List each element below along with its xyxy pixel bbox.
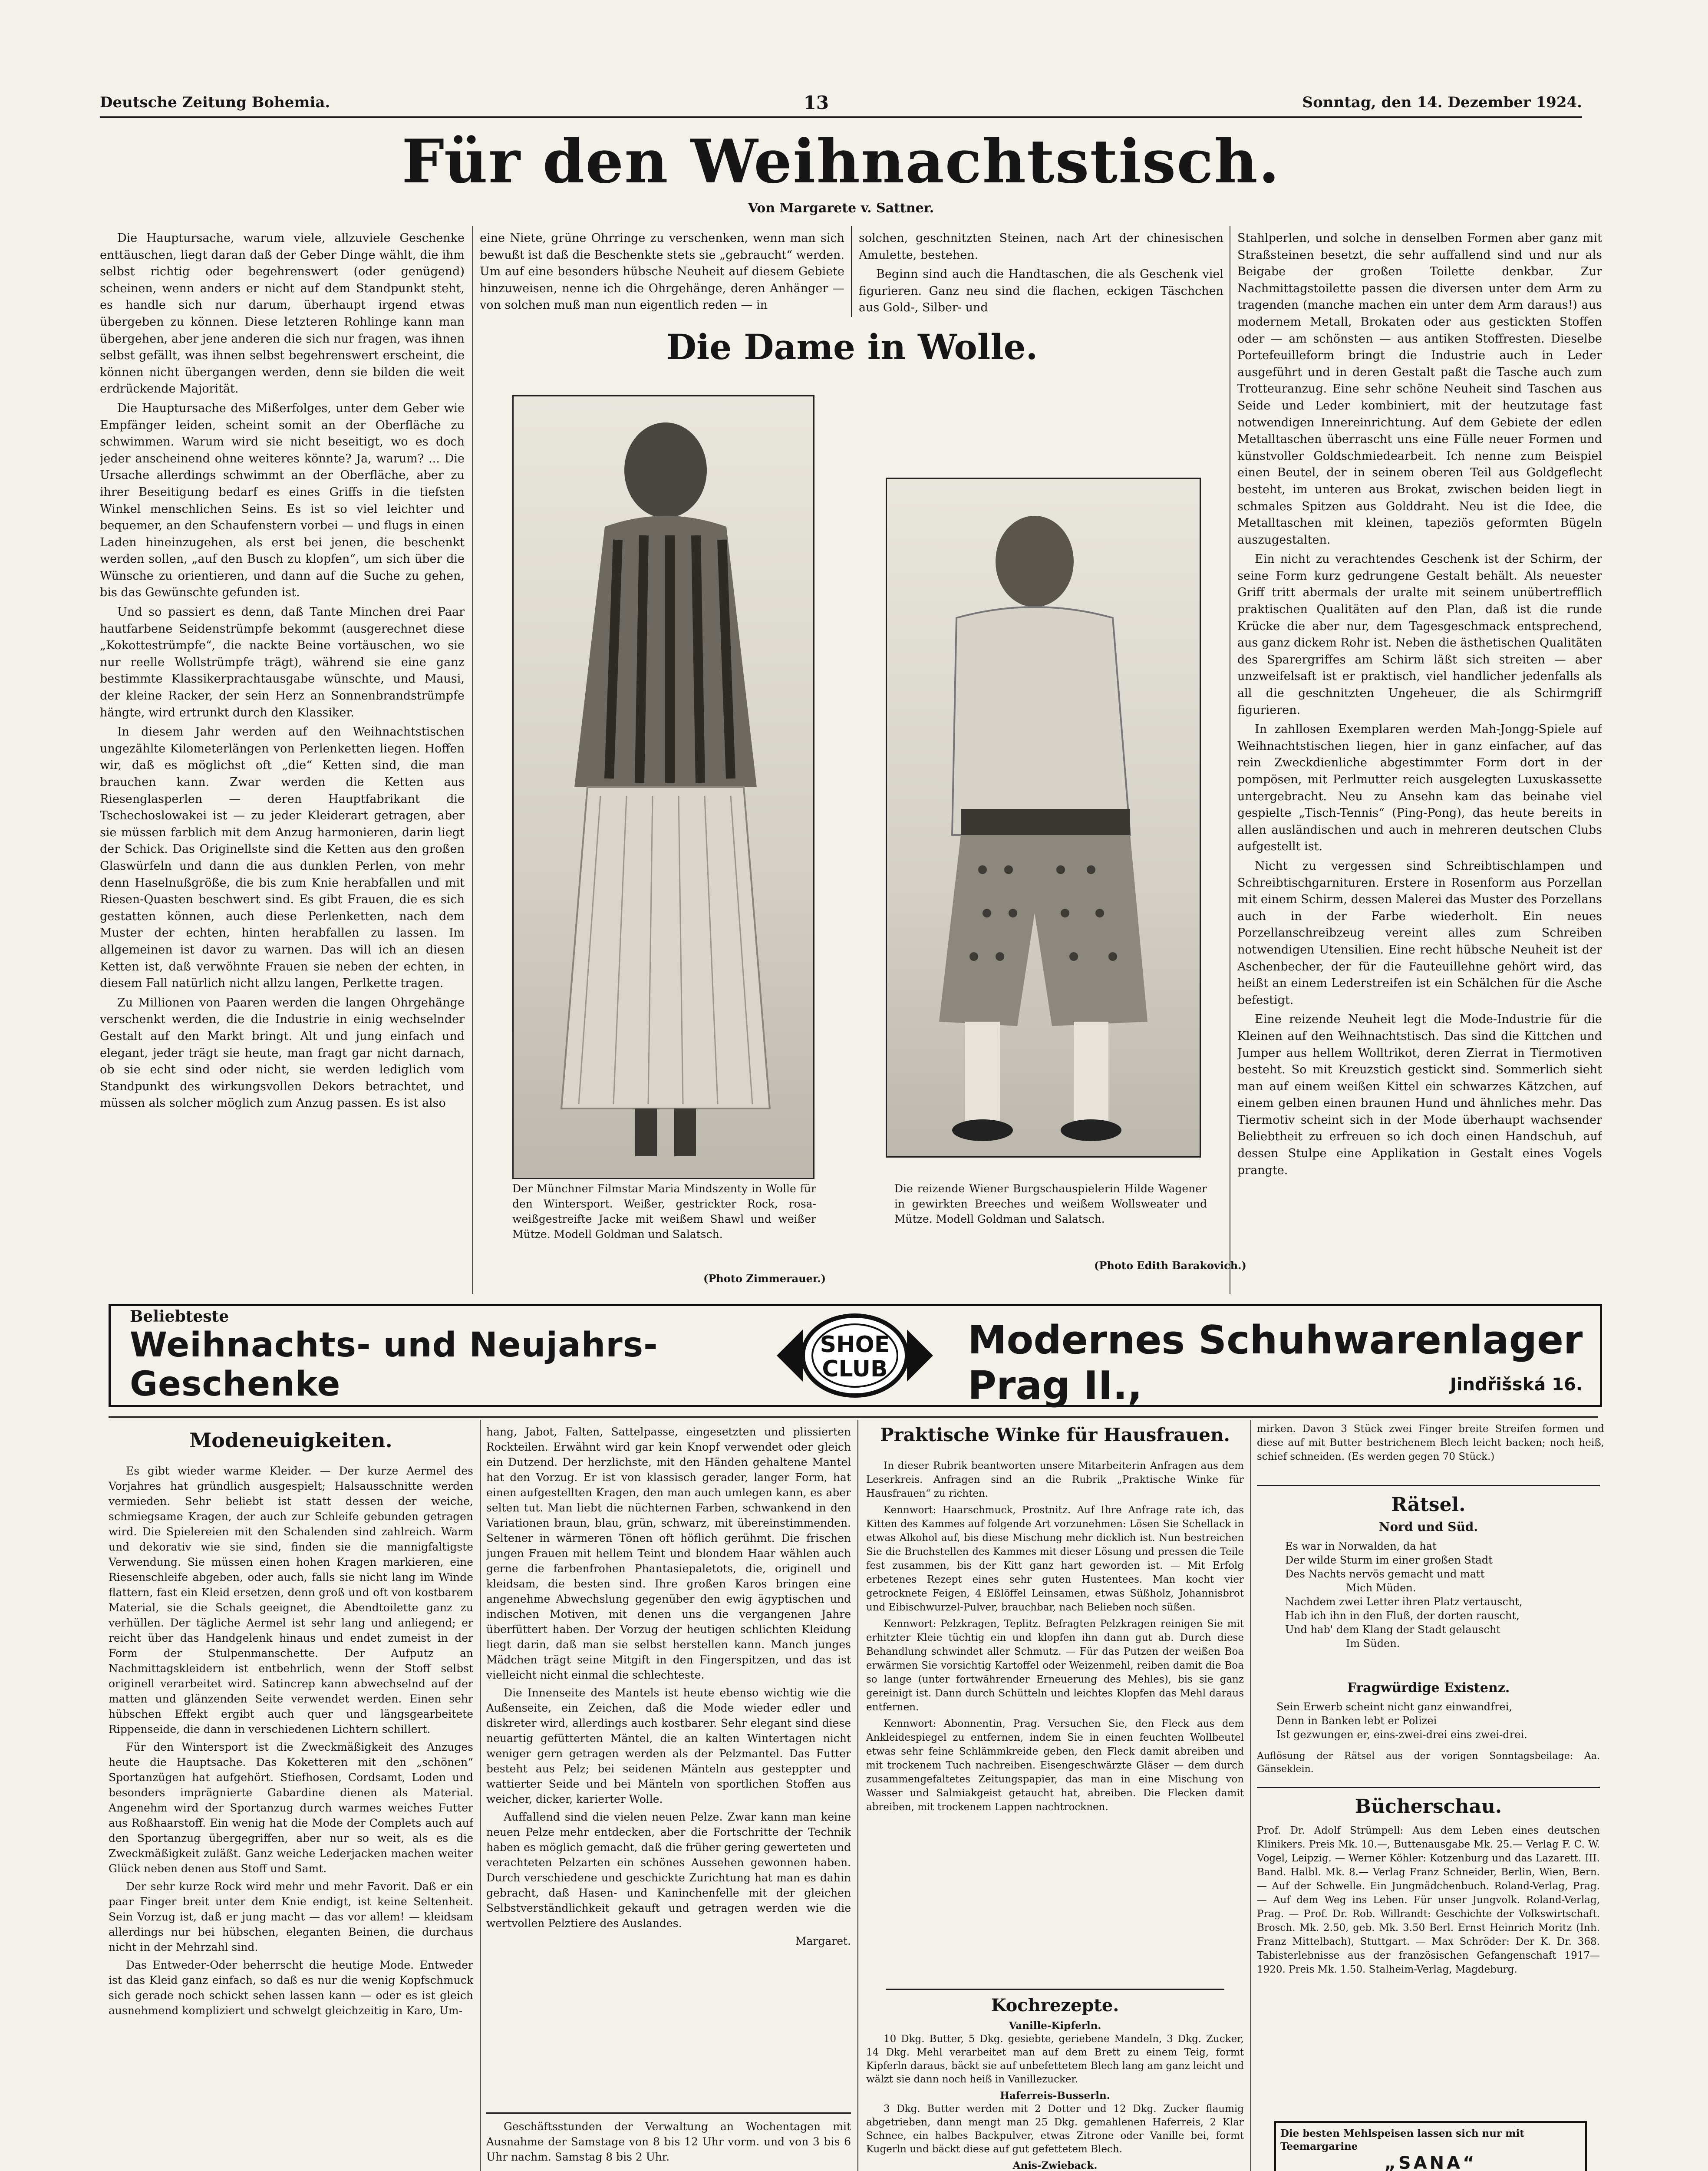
newspaper-name: Deutsche Zeitung Bohemia.: [100, 94, 330, 111]
feature-title: Für den Weihnachtstisch.: [402, 126, 1280, 197]
paragraph: Beginn sind auch die Handtaschen, die als Geschenk viel figurieren. Ganz neu sind die flachen, eckigen Täschchen aus Gold-, Silber- und: [859, 267, 1223, 315]
paragraph: Es gibt wieder warme Kleider. — Der kurze Aermel des Vorjahres hat gründlich ausgespielt; Halsausschnitte werden vermieden. Sehr beliebt ist statt dessen der weiche, schmiegsame Kragen, der auch zur Schleife gebunden getragen wird. Die Spielereien mit den Schalenden sind zahlreich. Warm und dekorativ wie sie sind, finden sie die mannigfaltigste Verwendung. Sie müssen einen hohen Kragen markieren, eine Riesenschleife abgeben, oder auch, falls sie nicht lang im Winde flattern, fast ein Kleid ersetzen, denn groß und oft von kostbarem Material, sie die Schals geeignet, die Abendtoilette ganz zu verhüllen. Der tägliche Aermel ist sehr lang und anliegend; er reicht über das Handgelenk hinaus und endet zumeist in der Form der Stulpenmanschette. Der Aufputz an Nachmittagskleidern ist entbehrlich, wenn der Stoff selbst originell verarbeitet wird. Satincrep kann abwechselnd auf der matten und glänzenden Seite verwendet werden. Einen sehr hübschen Effekt ergibt auch quer und längsgearbeitete Rippenseide, die dann in verschiedenen Lichtern schillert.: [109, 1465, 473, 1735]
recipe-name: Vanille-Kipferln.: [1009, 2020, 1101, 2032]
poem-line: Sein Erwerb scheint nicht ganz einwandfrei,: [1276, 1701, 1513, 1713]
figure-silhouette-icon: [887, 479, 1200, 1156]
shoe-club-logo-icon: [772, 1312, 937, 1399]
paragraph: Prof. Dr. Adolf Strümpell: Aus dem Leben eines deutschen Klinikers. Preis Mk. 10.—, Buttenausgabe Mk. 25.— Verlag F. C. W. Vogel, Leipzig. — Werner Köhler: Kotzenburg und das Lazarett. III. Band. Halbl. Mk. 8.— Verlag Franz Schneider, Berlin, Wien, Bern. — Auf der Schwelle. Ein Jungmädchenbuch. Roland-Verlag, Prag. — Auf dem Weg ins Leben. Für unser Jungvolk. Roland-Verlag, Prag. — Prof. Dr. Rob. Willrandt: Geschichte der Volkswirtschaft. Brosch. Mk. 2.50, geb. Mk. 3.50 Berl. Ernst Heinrich Moritz (Inh. Franz Mittelbach), Stuttgart. — Max Schröder: Der K. Dr. 368. Tabisterlebnisse aus der französischen Gefangenschaft 1917—1920. Preis Mk. 1.50. Stalheim-Verlag, Magdeburg.: [1257, 1825, 1600, 1975]
photo1-caption: Der Münchner Filmstar Maria Mindszenty in Wolle für den Wintersport. Weißer, gestrickter Rock, rosa-weißgestreifte Jacke mit weißem Shawl und weißer Mütze. Modell Goldman und Salatsch.: [512, 1182, 816, 1241]
ad-left-headline: Weihnachts- und Neujahrs-Geschenke: [130, 1326, 658, 1404]
poem-line: Hab ich ihn in den Fluß, der dorten rauscht,: [1285, 1610, 1520, 1622]
column-rule: [480, 1420, 481, 2171]
photo1-credit: (Photo Zimmerauer.): [703, 1272, 826, 1285]
poem-line: Des Nachts nervös gemacht und matt: [1285, 1568, 1485, 1580]
buecherschau-list: [1257, 1824, 1600, 2110]
feature-column-2: [480, 230, 844, 321]
paragraph: Eine reizende Neuheit legt die Mode-Industrie für die Kleinen auf den Weihnachtstisch. Das sind die Kittchen und Jumper aus hellem Wolltrikot, deren Zierrat in Tiermotiven besteht. So mit Kreuzstich gestickt sind. Sommerlich sieht man auf einem weißen Kittel ein schwarzes Kätzchen, auf einem gelben einen braunen Hund und ähnliches mehr. Das Tiermotiv scheint sich in der Mode überhaupt wachsender Beliebtheit zu erfreuen so ich doch einen Handschuh, auf dessen Stulpe eine Applikation in Gestalt eines Vogels prangte.: [1237, 1013, 1602, 1177]
mode-column-b: [486, 1424, 851, 2102]
paragraph: Nicht zu vergessen sind Schreibtischlampen und Schreibtischgarnituren. Erstere in Rosenform aus Porzellan mit einem Schirm, dessen Malerei das Muster des Porzellans auch in der Farbe wiederholt. Ein neues Porzellanschreibzeug vereint alles zum Schreiben notwendigen Utensilien. Eine recht hübsche Neuheit ist der Aschenbecher, der für die Fauteuillehne gehört wird, das heißt an einem Lederstreifen ist ein Schälchen für die Asche befestigt.: [1237, 859, 1602, 1007]
paragraph: mirken. Davon 3 Stück zwei Finger breite Streifen formen und diese auf mit Butter bestrichenem Blech leicht backen; noch heiß, schief schneiden. (Es werden gegen 70 Stück.): [1257, 1423, 1604, 1462]
paragraph: Ein nicht zu verachtendes Geschenk ist der Schirm, der seine Form kurz gedrungene Gestalt behält. Als neuester Griff tritt abermals der uralte mit seinem unübertrefflich praktischen Qualitäten auf den Plan, daß ist die runde Krücke die aber nur, dem Tagesgeschmack entsprechend, aus ganz dickem Rohr ist. Neben die ästhetischen Qualitäten des Sparergriffes am Schirm läßt sich streiten — aber unzweifelsaft ist er praktisch, viel handlicher jedenfalls als all die geschnitzten Ungeheuer, die als Schirmgriff figurieren.: [1237, 552, 1602, 717]
poem-line: Im Süden.: [1346, 1637, 1400, 1650]
recipe-text: 10 Dkg. Butter, 5 Dkg. gesiebte, geriebene Mandeln, 3 Dkg. Zucker, 14 Dkg. Mehl verarbeitet man auf dem Brett zu einem Teig, formt Kipferln daraus, bäckt sie auf unbefettetem Blech lang am ganz leicht und wälzt sie dann noch heiß in Vanillezucker.: [866, 2033, 1244, 2085]
poem-line: Ist gezwungen er, eins-zwei-drei eins zwei-drei.: [1276, 1729, 1527, 1741]
poem-line: Denn in Banken lebt er Polizei: [1276, 1715, 1437, 1727]
paragraph: Stahlperlen, und solche in denselben Formen aber ganz mit Straßsteinen besetzt, die sehr auffallend sind und nur als Beigabe der großen Toilette denkbar. Zur Nachmittagstoilette passen die diversen unter dem Arm zu tragenden (manche machen ein unter dem Arm daraus!) aus modernem Metall, Brokaten oder aus gestickten Stoffen oder — am schönsten — aus antiken Stoffresten. Dieselbe Portefeuilleform bringt die Industrie auch in Leder ausgeführt und in deren Gestalt paßt die Tasche auch zum Trotteuranzug. Eine sehr schöne Neuheit sind Taschen aus Seide und Leder kombiniert, mit der heutzutage fast notwendigen Innereinrichtung. Auf dem Gebiete der edlen Metalltaschen überrascht uns eine Fülle neuer Formen und künstvoller Goldschmiedearbeit. Ich nenne zum Beispiel einen Beutel, der in seinem oberen Teil aus Goldgeflecht besteht, im unteren aus Brokat, zwischen beiden liegt in schmales Spitzen aus Golddraht. Neu ist die Idee, die Metalltaschen mit kleinen, tapeziös geformten Bügeln auszugestalten.: [1237, 231, 1602, 547]
poem-line: Es war in Norwalden, da hat: [1285, 1540, 1437, 1552]
paragraph: Geschäftsstunden der Verwaltung an Wochentagen mit Ausnahme der Samstage von 8 bis 12 Uhr vorm. und von 3 bis 6 Uhr nachm. Samstag 8 bis 2 Uhr.: [486, 2120, 851, 2163]
paragraph: Das Entweder-Oder beherrscht die heutige Mode. Entweder ist das Kleid ganz einfach, so daß es nur die wenig Kopfschmuck sich gerade noch schickt sehen lassen kann — oder es ist gleich ausnehmend kompliziert und schwelgt gleichzeitig in Karo, Um-: [109, 1959, 473, 2017]
ad-right-block: [950, 1306, 1600, 1409]
ad-right-headline: Modernes Schuhwarenlager Prag II.,: [968, 1317, 1583, 1409]
page-number: 13: [803, 92, 829, 113]
column-rule: [857, 1420, 858, 2171]
answer: Kennwort: Pelzkragen, Teplitz. Befragten Pelzkragen reinigen Sie mit erhitzter Kleie tüchtig ein und klopfen ihn dann gut ab. Durch diese Behandlung schwindet aller Schmutz. — Für das Putzen der weißen Boa erwärmen Sie vorsichtig Kartoffel oder Weizenmehl, reiben damit die Boa so lange (unter fortwährender Erneuerung des Mehles), bis sie ganz gereinigt ist. Dann durch Schütteln und leichtes Klopfen das Mehl daraus entfernen.: [866, 1618, 1244, 1713]
paragraph: In zahllosen Exemplaren werden Mah-Jongg-Spiele auf Weihnachtstischen liegen, hier in ganz einfacher, auf das rein Zweckdienliche abgestimmter Form dort in der pompösen, mit Perlmutter reich ausgelegten Luxuskassette untergebracht. Neu zu Ansehn kam das beinahe viel gespielte „Tisch-Tennis“ (Ping-Pong), das heute bereits in allen ausländischen und auch in mehreren deutschen Clubs aufgestellt ist.: [1237, 723, 1602, 854]
answer: Kennwort: Haarschmuck, Prostnitz. Auf Ihre Anfrage rate ich, das Kitten des Kammes auf folgende Art vorzunehmen: Lösen Sie Schellack in etwas Alkohol auf, bis diese Mischung mehr dicklich ist. Nun bestreichen Sie die Bruchstellen des Kammes mit dieser Lösung und pressen die Teile fest zusammen, bis der Kitt ganz hart geworden ist. — Mit Erfolg erbetenes Rezept eines sehr guten Hustentees. Man kocht vier getrocknete Feigen, 4 Eßlöffel Leinsamen, etwas Süßholz, Johannisbrot und Eibischwurzel-Pulver, brauchbar, nach Belieben noch süßen.: [866, 1505, 1244, 1613]
photo2-credit: (Photo Edith Barakovich.): [1094, 1259, 1246, 1272]
photo-hilde-wagener: [886, 478, 1201, 1158]
column-rule: [851, 226, 852, 317]
office-hours: [486, 2119, 851, 2171]
answer: Kennwort: Abonnentin, Prag. Versuchen Sie, den Fleck aus dem Ankleidespiegel zu entfernen, indem Sie in einen feuchten Wollbeutel etwas sehr feine Schlämmkreide geben, den Fleck damit abreiben und mit trockenem Tuch nachreiben. Eisengeschwärzte Gläser — dem durch zusammengefaltetes Zeitungspapier, das man in eine Mischung von Wasser und Salmiakgeist getaucht hat, abreiben. Die Flecken damit abreiben, mit trockenem Lappen nachtrocknen.: [866, 1718, 1244, 1813]
section-rule: [109, 1416, 1598, 1418]
ad-left-block: [111, 1307, 759, 1404]
column-rule: [472, 226, 473, 1294]
logo-text-shoe: SHOE: [820, 1332, 890, 1358]
photo2-caption: Die reizende Wiener Burgschauspielerin Hilde Wagener in gewirkten Breeches und weißem Wollsweater und Mütze. Modell Goldman und Salatsch.: [894, 1182, 1207, 1225]
poem-line: Und hab' dem Klang der Stadt gelauscht: [1285, 1623, 1500, 1636]
recipes-title: Kochrezepte.: [991, 1995, 1119, 2016]
paragraph: Zu Millionen von Paaren werden die langen Ohrgehänge verschenkt werden, die die Industrie in einig wechselnder Gestalt auf den Markt bringt. Alt und jung einfach und elegant, jeder trägt sie heute, man fragt gar nicht darnach, ob sie echt sind oder nicht, sie werden lediglich vom Standpunkt des wirkungsvollen Dekors betrachtet, und müssen als solcher möglich zum Anzug passen. Es ist also: [100, 996, 465, 1110]
section-rule: [886, 1989, 1224, 1990]
buecherschau-title: Bücherschau.: [1355, 1795, 1502, 1818]
ad-left-small: Beliebteste: [130, 1307, 229, 1326]
issue-date: Sonntag, den 14. Dezember 1924.: [1302, 94, 1582, 111]
frag-title: Fragwürdige Existenz.: [1347, 1680, 1510, 1696]
recipe-name: Haferreis-Busserln.: [1000, 2090, 1110, 2102]
paragraph: hang, Jabot, Falten, Sattelpasse, eingesetzten und plissierten Rockteilen. Erwähnt wird gar kein Knopf verwendet oder gleich ein Dutzend. Der herzlichste, mit den Händen gehaltene Mantel hat den Vorzug. Er ist von klassisch gerader, langer Form, hat einen aufgestellten Kragen, den man auch umlegen kann, es aber selten tut. Man liebt die nüchternen Farben, schwankend in den Variationen braun, blau, grün, schwarz, mit übereinstimmenden. Seltener in wärmeren Tönen oft höflich gerühmt. Die frischen jungen Frauen mit hellem Teint und blondem Haar wählen auch gerne die farbenfrohen Phantasiepaletots, die, originell und kleidsam, die besten sind. Ihre großen Karos bringen eine angenehme Abwechslung gegenüber den ewig ägyptischen und indischen Motiven, mit denen uns die vergangenen Jahre überfüttert haben. Der Vorzug der heutigen schlichten Kleidung liegt darin, daß man sie selbst herstellen kann. Manch junges Mädchen trägt seine Mitgift in den Fingerspitzen, und das ist vielleicht nicht einmal die schlechteste.: [486, 1425, 851, 1681]
header-rule: [100, 116, 1582, 118]
feature-column-4: [1237, 230, 1602, 1294]
recipe-name: Anis-Zwieback.: [1012, 2160, 1098, 2171]
raetsel-subtitle: Nord und Süd.: [1378, 1520, 1478, 1534]
paragraph: In dieser Rubrik beantworten unsere Mitarbeiterin Anfragen aus dem Leserkreis. Anfragen sind an die Rubrik „Praktische Winke für Hausfrauen“ zu richten.: [866, 1460, 1244, 1499]
paragraph: Die Innenseite des Mantels ist heute ebenso wichtig wie die Außenseite, ein Zeichen, daß die Mode wieder edler und diskreter wird, allerdings auch kostbarer. Sehr elegant sind diese neuartig gefütterten Mäntel, die an kalten Wintertagen nicht weniger gern getragen werden als der Pelzmantel. Das Futter besteht aus Pelz; bei seidenen Mänteln aus gesteppter und wattierter Seide und bei Mänteln von sportlichen Stoffen aus weicher, dicker, karierter Wolle.: [486, 1686, 851, 1805]
recipe-text: 3 Dkg. Butter werden mit 2 Dotter und 12 Dkg. Zucker flaumig abgetrieben, dann mengt man 25 Dkg. gemahlenen Haferreis, 2 Klar Schnee, ein halbes Backpulver, etwas Zitrone oder Vanille bei, formt Kugerln und bäckt diese auf gut gefettetem Blech.: [866, 2103, 1244, 2155]
poem-line: Der wilde Sturm im einer großen Stadt: [1285, 1554, 1493, 1566]
running-head: [100, 89, 1582, 115]
paragraph: Die Hauptursache des Mißerfolges, unter dem Geber wie Empfänger leiden, scheint somit an der Oberfläche zu schwimmen. Warum wird sie nicht beseitigt, wo es doch jeder anscheinend ohne weiteres könnte? Ja, warum? ... Die Ursache allerdings schwimmt an der Oberfläche, aber zu ihrer Beseitigung bedarf es eines Griffs in die tiefsten Winkel menschlichen Seins. Es ist so viel leichter und bequemer, an den Schaufenstern vorbei — und flugs in einen Laden hineinzugehen, als erst bei jenen, die beschenkt werden sollen, „auf den Busch zu klopfen“, um sich über die Wünsche zu orientieren, und dann auf die Suche zu gehen, bis das Gewünschte gefunden ist.: [100, 401, 465, 600]
figure-silhouette-icon: [514, 396, 813, 1178]
paragraph: In diesem Jahr werden auf den Weihnachtstischen ungezählte Kilometerlängen von Perlenketten liegen. Hoffen wir, daß es möglichst oft „die“ Ketten sind, die man brauchen kann. Zwar werden die Ketten aus Riesenglasperlen — deren Hauptfabrikant die Tschechoslowakei ist — zu jeder Kleiderart getragen, aber sie müssen farblich mit dem Anzug harmonieren, darin liegt der Schick. Das Originellste sind die Ketten aus den großen Glaswürfeln und dann die aus dunklen Perlen, von mehr denn Haselnußgröße, die bis zum Knie herabfallen und mit Riesen-Quasten beschwert sind. Es gibt Frauen, die es sich gestatten können, auch diese Perlenketten, nach dem Muster der echten, hinten herabfallen zu lassen. Im allgemeinen ist davor zu warnen. Das will ich an diesen Ketten ist, daß verwöhnte Frauen sie neben der echten, in diesem Fall natürlich nicht allzu langen, Perlkette tragen.: [100, 725, 465, 990]
haushalt-column: [866, 1459, 1244, 2023]
sana-headline: Die besten Mehlspeisen lassen sich nur mit Teemargarine: [1280, 2128, 1524, 2152]
sana-brand: „SANA“: [1384, 2153, 1477, 2171]
mode-column-a: [109, 1463, 473, 2171]
column-rule: [1250, 1420, 1251, 2171]
poem-line: Nachdem zwei Letter ihren Platz vertauscht,: [1285, 1596, 1523, 1608]
haushalt-title: Praktische Winke für Hausfrauen.: [880, 1424, 1230, 1445]
paragraph: Für den Wintersport ist die Zweckmäßigkeit des Anzuges heute die Hauptsache. Das Koketteren mit den „schönen“ Sportanzügen hat aufgehört. Stiefhosen, Cordsamt, Loden und besonders imprägnierte Gabardine dienen als Material. Angenehm wird der Sportanzug durch warmes weiches Futter aus Roßhaarstoff. Ein wenig hat die Mode der Complets auch auf den Sportanzug übergegriffen, aber nur so weit, als es die Zweckmäßigkeit zuläßt. Ganz weiche Lederjacken machen weiter Glück neben denen aus Stoff und Samt.: [109, 1741, 473, 1875]
shoe-club-logo: [759, 1312, 950, 1399]
paragraph: Der sehr kurze Rock wird mehr und mehr Favorit. Daß er ein paar Finger breit unter dem Knie endigt, ist keine Seltenheit. Sein Vorzug ist, daß er jung macht — das vor allem! — kleidsam allerdings nur bei hübschen, eleganten Beinen, die durchaus nicht in der Mehrzahl sind.: [109, 1880, 473, 1953]
feature-byline: Von Margarete v. Sattner.: [748, 201, 934, 216]
recipes-column: [866, 2019, 1244, 2171]
frag-poem: [1276, 1700, 1598, 1748]
subsection-title: Die Dame in Wolle.: [666, 327, 1038, 367]
section-rule: [486, 2112, 851, 2114]
author-signature: Margaret.: [795, 1935, 851, 1947]
feature-column-1: [100, 230, 465, 1294]
raetsel-poem: [1285, 1539, 1589, 1683]
paragraph: Die Hauptursache, warum viele, allzuviele Geschenke enttäuschen, liegt daran daß der Geber Dinge wählt, die ihm selbst richtig oder begehrenswert (oder genügend) scheinen, wenn anders er nicht auf dem Standpunkt steht, es handle sich nur darum, überhaupt irgend etwas übergeben zu können. Diese letzteren Rohlinge kann man übergehen, aber jene anderen die sich nur fragen, was ihnen selbst gefällt, was ihnen selbst begehrenswert erscheint, die können nicht übergangen werden, denn sie bilden die weit erdrückende Majorität.: [100, 231, 465, 396]
section-rule: [1257, 1787, 1600, 1788]
aufloesung: [1257, 1750, 1600, 1785]
paragraph: Auflösung der Rätsel aus der vorigen Sonntagsbeilage: Aa. Gänseklein.: [1257, 1751, 1600, 1775]
poem-line: Mich Müden.: [1346, 1582, 1416, 1594]
recipe-continuation: [1257, 1422, 1604, 1487]
ad-address: Jindřišská 16.: [1450, 1375, 1583, 1395]
logo-text-club: CLUB: [822, 1356, 888, 1382]
sana-advertisement: [1274, 2121, 1587, 2171]
paragraph: solchen, geschnitzten Steinen, nach Art der chinesischen Amulette, bestehen.: [859, 231, 1223, 262]
paragraph: eine Niete, grüne Ohrringe zu verschenken, wenn man sich bewußt ist daß die Beschenkte stets sie „gebraucht“ werden. Um auf eine besonders hübsche Neuheit auf diesem Gebiete hinzuweisen, nenne ich die Ohrgehänge, deren Anhänger — von solchen muß man nun eigentlich reden — in: [480, 231, 844, 312]
section-rule: [1257, 1485, 1600, 1486]
feature-column-3: [859, 230, 1223, 321]
photo-maria-mindszenty: [512, 395, 814, 1179]
mode-title: Modeneuigkeiten.: [189, 1429, 392, 1452]
raetsel-title: Rätsel.: [1391, 1494, 1466, 1516]
shoe-club-advertisement: [109, 1304, 1602, 1407]
paragraph: Auffallend sind die vielen neuen Pelze. Zwar kann man keine neuen Pelze mehr entdecken, aber die Fortschritte der Technik haben es möglich gemacht, daß die früher gering gewerteten und verachteten Pelzarten ein schönes Aussehen gewonnen haben. Durch verschiedene und geschickte Zurichtung hat man es dahin gebracht, daß Hasen- und Kaninchenfelle mit der gleichen Selbstverständlichkeit gekauft und getragen werden wie die wertvollen Pelztiere des Auslandes.: [486, 1811, 851, 1930]
paragraph: Und so passiert es denn, daß Tante Minchen drei Paar hautfarbene Seidenstrümpfe bekommt (ausgerechnet diese „Kokottestrümpfe“, die nackte Beine vortäuschen, wo sie nur reelle Wollstrümpfe trägt), während sie eine ganz bestimmte Klassikerprachtausgabe wünschte, und Mausi, der kleine Racker, der sein Herz an Sonnenbrandstrümpfe hängte, wird ertrunkt durch den Klassiker.: [100, 605, 465, 719]
